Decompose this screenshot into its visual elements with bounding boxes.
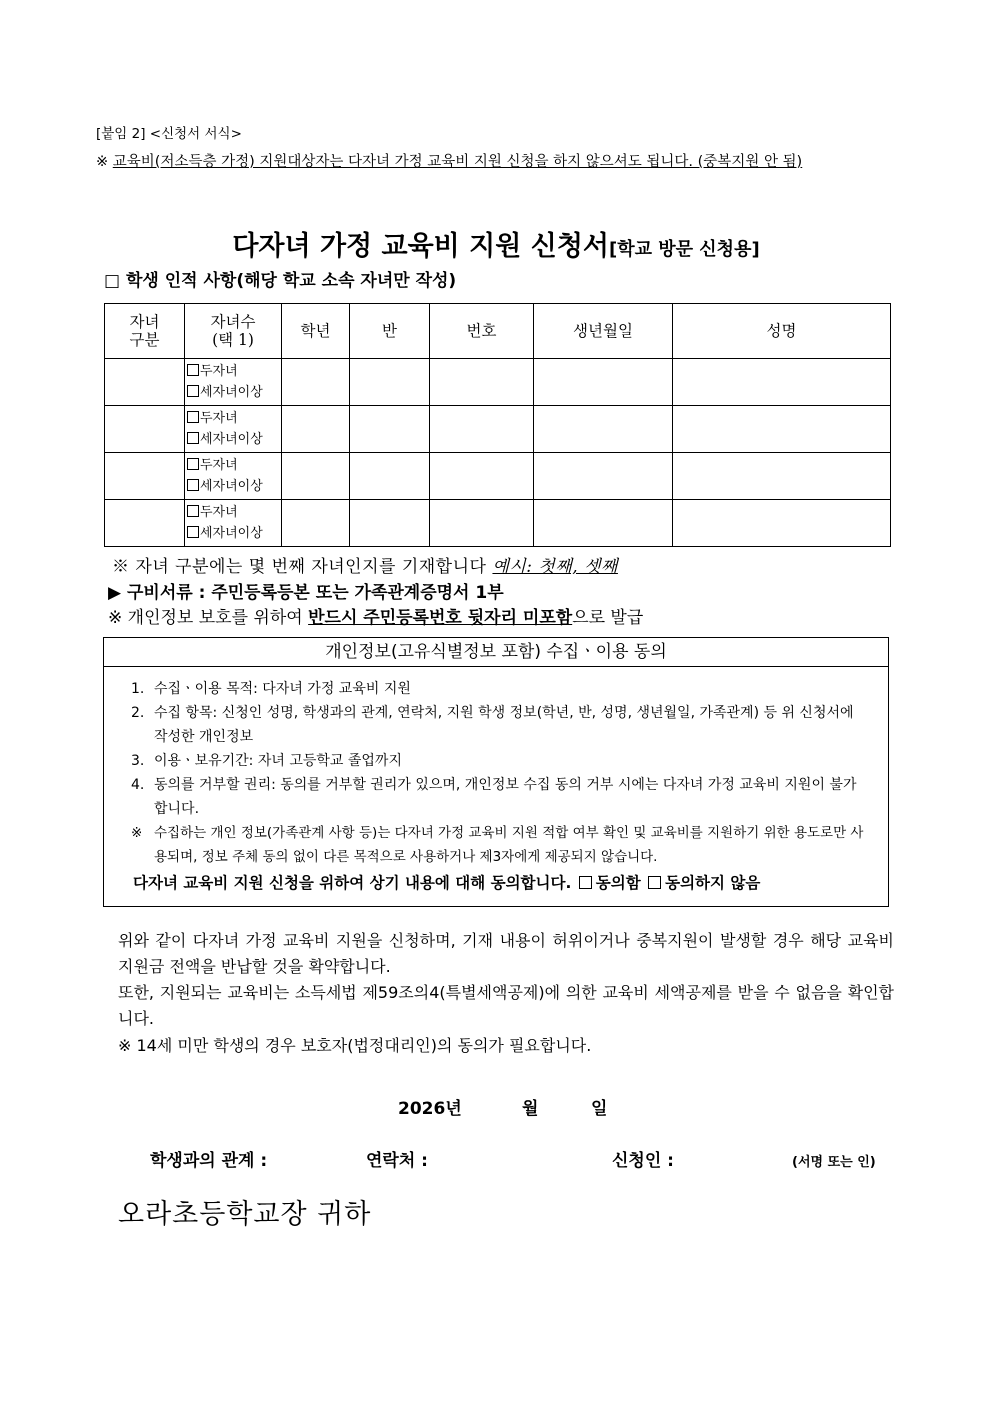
form-title-sub: [학교 방문 신청용] — [608, 239, 760, 260]
checkbox-icon[interactable] — [187, 505, 199, 517]
form-title — [0, 224, 992, 263]
birthdate-cell[interactable] — [534, 406, 673, 453]
option-three-or-more[interactable]: 세자녀이상 — [185, 523, 281, 544]
table-row — [105, 406, 891, 453]
child-count-cell — [185, 453, 282, 500]
checkbox-icon[interactable] — [579, 876, 592, 889]
consent-item: 4. 동의를 거부할 권리: 동의를 거부할 권리가 있으며, 개인정보 수집 동의 거부 시에는 다자녀 가정 교육비 지원이 불가합니다. — [131, 777, 857, 817]
option-three-or-more[interactable]: 세자녀이상 — [185, 382, 281, 403]
option-two-children[interactable]: 두자녀 — [185, 455, 281, 476]
child-order-cell[interactable] — [105, 453, 185, 500]
birthdate-cell[interactable] — [534, 500, 673, 547]
consent-agree-line: 다자녀 교육비 지원 신청을 위하여 상기 내용에 대해 동의합니다. 동의함 동의하지 않음 — [133, 874, 761, 892]
number-cell[interactable] — [430, 500, 534, 547]
number-cell[interactable] — [430, 453, 534, 500]
consent-heading: 개인정보(고유식별정보 포함) 수집ㆍ이용 동의 — [104, 638, 888, 667]
checkbox-icon[interactable] — [187, 479, 199, 491]
checkbox-icon[interactable] — [187, 411, 199, 423]
header-class: 반 — [350, 304, 430, 359]
header-child-order: 자녀 구분 — [105, 304, 185, 359]
tax-deduction-paragraph: 또한, 지원되는 교육비는 소득세법 제59조의4(특별세액공제)에 의한 교육비 세액공제를 받을 수 없음을 확인합니다. — [118, 983, 894, 1028]
child-order-cell[interactable] — [105, 359, 185, 406]
checkbox-icon[interactable] — [187, 458, 199, 470]
header-number: 번호 — [430, 304, 534, 359]
number-cell[interactable] — [430, 359, 534, 406]
grade-cell[interactable] — [282, 359, 350, 406]
option-two-children[interactable]: 두자녀 — [185, 408, 281, 429]
consent-item: 1. 수집ㆍ이용 목적: 다자녀 가정 교육비 지원 — [131, 681, 411, 697]
disagree-option[interactable]: 동의하지 않음 — [646, 874, 760, 892]
name-cell[interactable] — [673, 406, 891, 453]
name-cell[interactable] — [673, 359, 891, 406]
birthdate-cell[interactable] — [534, 453, 673, 500]
date-year: 2026년 — [398, 1099, 462, 1119]
sign-hint: (서명 또는 인) — [792, 1155, 876, 1170]
notice-mark: ※ — [96, 154, 109, 170]
duplicate-support-notice — [96, 150, 802, 171]
table-row — [105, 359, 891, 406]
option-three-or-more[interactable]: 세자녀이상 — [185, 429, 281, 450]
header-grade: 학년 — [282, 304, 350, 359]
checkbox-icon[interactable] — [648, 876, 661, 889]
child-order-example: 예시: 첫째, 셋째 — [492, 557, 618, 577]
grade-cell[interactable] — [282, 500, 350, 547]
header-name: 성명 — [673, 304, 891, 359]
privacy-note-emphasis: 반드시 주민등록번호 뒷자리 미포함 — [308, 608, 573, 628]
consent-item: 3. 이용ㆍ보유기간: 자녀 고등학교 졸업까지 — [131, 753, 402, 769]
name-cell[interactable] — [673, 500, 891, 547]
contact-label: 연락처 : — [366, 1151, 428, 1171]
grade-cell[interactable] — [282, 453, 350, 500]
header-child-count: 자녀수 (택 1) — [185, 304, 282, 359]
child-order-cell[interactable] — [105, 500, 185, 547]
child-order-cell[interactable] — [105, 406, 185, 453]
child-count-cell — [185, 359, 282, 406]
guardian-consent-note: ※ 14세 미만 학생의 경우 보호자(법정대리인)의 동의가 필요합니다. — [118, 1036, 592, 1055]
privacy-note: ※ 개인정보 보호를 위하여 반드시 주민등록번호 뒷자리 미포함으로 발급 — [108, 608, 644, 628]
grade-cell[interactable] — [282, 406, 350, 453]
checkbox-icon[interactable] — [187, 385, 199, 397]
checkbox-icon[interactable] — [187, 526, 199, 538]
header-birthdate: 생년월일 — [534, 304, 673, 359]
date-month: 월 — [522, 1099, 539, 1119]
section-heading: □ 학생 인적 사항(해당 학교 소속 자녀만 작성) — [104, 271, 457, 291]
option-three-or-more[interactable]: 세자녀이상 — [185, 476, 281, 497]
class-cell[interactable] — [350, 406, 430, 453]
student-info-table — [104, 303, 891, 547]
checkbox-icon[interactable] — [187, 364, 199, 376]
table-row — [105, 500, 891, 547]
applicant-label: 신청인 : — [612, 1151, 674, 1171]
required-documents-note: ▶ 구비서류 : 주민등록등본 또는 가족관계증명서 1부 — [108, 583, 504, 603]
privacy-consent-box — [103, 637, 889, 907]
consent-item: 2. 수집 항목: 신청인 성명, 학생과의 관계, 연락처, 지원 학생 정보(학년, 반, 성명, 생년월일, 가족관계) 등 위 신청서에 작성한 개인정보 — [131, 705, 854, 745]
class-cell[interactable] — [350, 453, 430, 500]
child-count-cell — [185, 406, 282, 453]
class-cell[interactable] — [350, 500, 430, 547]
pledge-paragraph: 위와 같이 다자녀 가정 교육비 지원을 신청하며, 기재 내용이 허위이거나 중복지원이 발생할 경우 해당 교육비 지원금 전액을 반납할 것을 확약합니다. — [118, 931, 894, 976]
child-order-note: ※ 자녀 구분에는 몇 번째 자녀인지를 기재합니다 예시: 첫째, 셋째 — [112, 557, 618, 577]
number-cell[interactable] — [430, 406, 534, 453]
relation-label: 학생과의 관계 : — [150, 1151, 268, 1171]
table-row — [105, 453, 891, 500]
child-count-cell — [185, 500, 282, 547]
attachment-label: [붙임 2] <신청서 서식> — [96, 126, 242, 142]
option-two-children[interactable]: 두자녀 — [185, 361, 281, 382]
form-title-main: 다자녀 가정 교육비 지원 신청서 — [232, 231, 609, 262]
notice-text: 교육비(저소득층 가정) 지원대상자는 다자녀 가정 교육비 지원 신청을 하지 않으셔도 됩니다. (중복지원 안 됨) — [112, 154, 803, 170]
birthdate-cell[interactable] — [534, 359, 673, 406]
consent-body — [104, 667, 888, 895]
name-cell[interactable] — [673, 453, 891, 500]
table-header-row — [105, 304, 891, 359]
checkbox-icon[interactable] — [187, 432, 199, 444]
consent-item-notice: ※ 수집하는 개인 정보(가족관계 사항 등)는 다자녀 가정 교육비 지원 적합 여부 확인 및 교육비를 지원하기 위한 용도로만 사용되며, 정보 주체 동의 없이 다른 목적으로 사용하거나 제3자에게 제공되지 않습니다. — [131, 825, 864, 865]
addressee: 오라초등학교장 귀하 — [118, 1199, 372, 1230]
date-day: 일 — [591, 1099, 608, 1119]
agree-option[interactable]: 동의함 — [577, 874, 641, 892]
class-cell[interactable] — [350, 359, 430, 406]
option-two-children[interactable]: 두자녀 — [185, 502, 281, 523]
